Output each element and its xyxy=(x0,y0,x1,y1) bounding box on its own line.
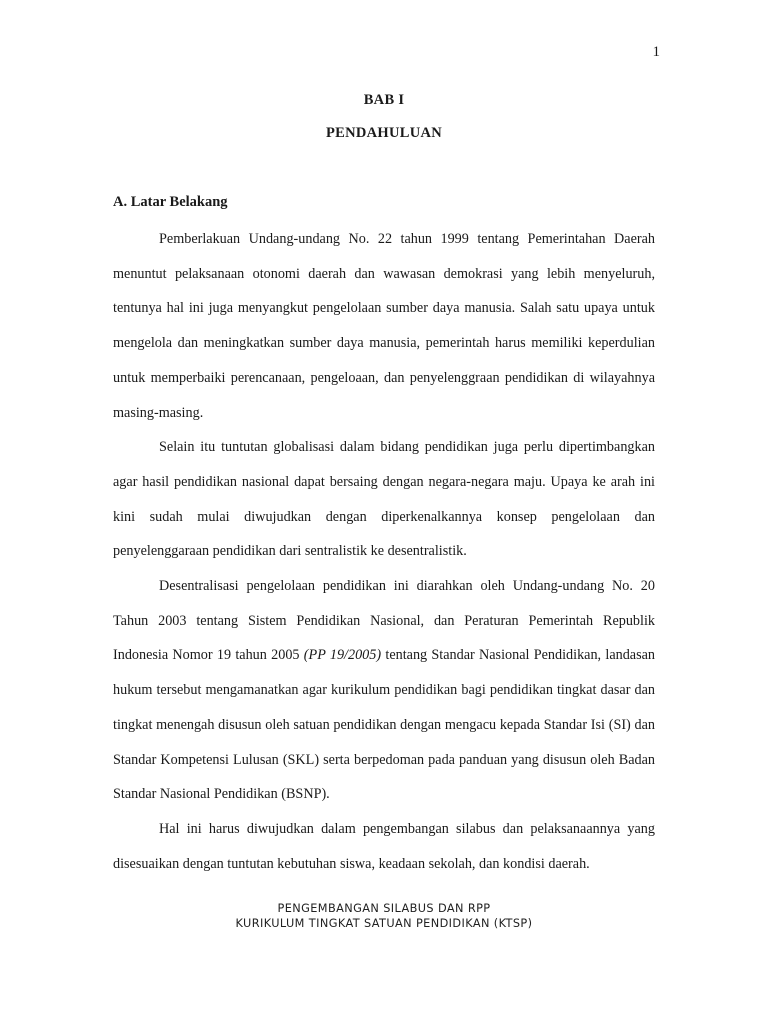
paragraph-2: Selain itu tuntutan globalisasi dalam bidang pendidikan juga perlu dipertimbangkan agar hasil pendidikan nasional dapat bersaing dengan negara-negara maju. Upaya ke arah ini kini sudah mulai diwujudkan dengan diperkenalkannya konsep pengelolaan dan penyelenggaraan pendidikan dari sentralistik ke desentralistik. xyxy=(113,439,655,560)
paragraph-1: Pemberlakuan Undang-undang No. 22 tahun 1999 tentang Pemerintahan Daerah menuntut pelaksanaan otonomi daerah dan wawasan demokrasi yang lebih menyeluruh, tentunya hal ini juga menyangkut pengelolaan sumber daya manusia. Salah satu upaya untuk mengelola dan meningkatkan sumber daya manusia, pemerintah harus memiliki keperdulian untuk memperbaiki perencanaan, pengeloaan, dan penyelenggraan pendidikan di wilayahnya masing-masing. xyxy=(113,231,655,421)
paragraph-3 xyxy=(113,569,655,812)
footer-line-2: KURIKULUM TINGKAT SATUAN PENDIDIKAN (KTSP) xyxy=(235,917,533,930)
paragraph-3-text-end: tentang Standar Nasional Pendidikan, landasan hukum tersebut mengamanatkan agar kurikulum pendidikan bagi pendidikan tingkat dasar dan tingkat menengah disusun oleh satuan pendidikan dengan mengacu kepada Standar Isi (SI) dan Standar Kompetensi Lulusan (SKL) serta berpedoman pada panduan yang disusun oleh Badan Standar Nasional Pendidikan (BSNP). xyxy=(113,647,656,803)
chapter-number: BAB I xyxy=(363,92,405,108)
page-number: 1 xyxy=(652,44,660,60)
paragraph-3-text-start: Desentralisasi pengelolaan pendidikan ini diarahkan oleh Undang-undang No. 20 Tahun 2003 tentang Sistem Pendidikan Nasional, dan Peraturan Pemerintah Republik Indonesia Nomor 19 tahun 2005 xyxy=(113,578,655,664)
footer-line-1: PENGEMBANGAN SILABUS DAN RPP xyxy=(277,902,491,915)
paragraph-4: Hal ini harus diwujudkan dalam pengembangan silabus dan pelaksanaannya yang disesuaikan dengan tuntutan kebutuhan siswa, keadaan sekolah, dan kondisi daerah. xyxy=(113,820,655,872)
body-text xyxy=(113,222,655,881)
section-heading: A. Latar Belakang xyxy=(113,194,228,210)
chapter-title: PENDAHULUAN xyxy=(325,125,443,141)
regulation-abbreviation: (PP 19/2005) xyxy=(303,647,382,664)
